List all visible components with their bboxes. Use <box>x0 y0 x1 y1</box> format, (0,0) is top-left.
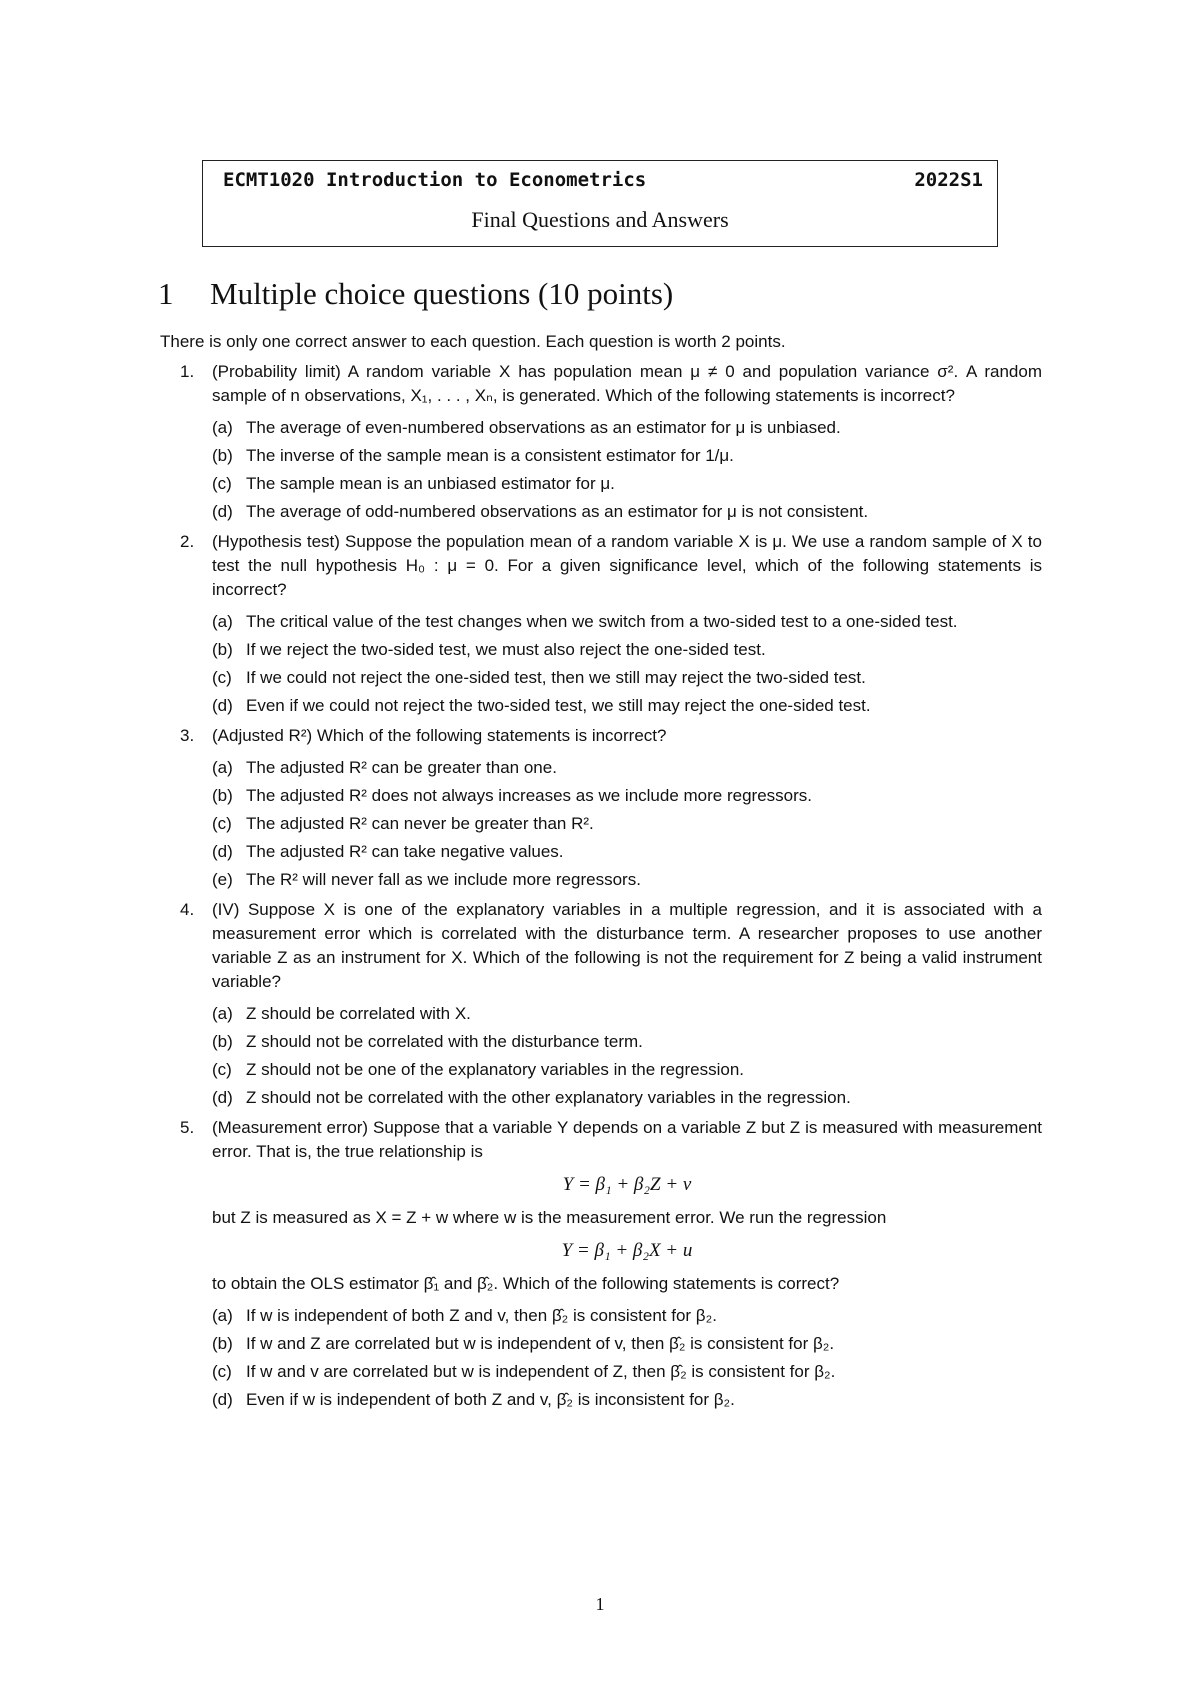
option-text: The inverse of the sample mean is a consistent estimator for 1/μ. <box>246 446 734 465</box>
option-text: Z should be correlated with X. <box>246 1004 471 1023</box>
answer-options <box>212 756 1042 892</box>
answer-options <box>212 416 1042 524</box>
question-item <box>160 360 1042 524</box>
answer-option <box>212 500 1042 524</box>
question-number: 3. <box>180 726 195 745</box>
option-label: (d) <box>212 1088 233 1107</box>
document-title: Final Questions and Answers <box>471 207 729 232</box>
option-label: (d) <box>212 696 233 715</box>
answer-option <box>212 472 1042 496</box>
answer-option <box>212 840 1042 864</box>
option-text: Z should not be correlated with the disturbance term. <box>246 1032 643 1051</box>
section-intro: There is only one correct answer to each question. Each question is worth 2 points. <box>160 332 786 351</box>
question-number: 4. <box>180 900 195 919</box>
option-label: (a) <box>212 1004 233 1023</box>
answer-option <box>212 756 1042 780</box>
answer-option <box>212 1388 1042 1412</box>
option-text: The critical value of the test changes when we switch from a two-sided test to a one-sided test. <box>246 612 958 631</box>
option-label: (c) <box>212 668 232 687</box>
question-number: 2. <box>180 532 195 551</box>
page-number: 1 <box>595 1594 605 1614</box>
equation-regression: Y = β₁ + β₂X + u <box>561 1240 693 1261</box>
option-text: If we reject the two-sided test, we must also reject the one-sided test. <box>246 640 766 659</box>
option-text: The average of even-numbered observations as an estimator for μ is unbiased. <box>246 418 841 437</box>
option-text: If w and Z are correlated but w is independent of v, then β̂₂ is consistent for β₂. <box>246 1334 835 1353</box>
answer-option <box>212 638 1042 662</box>
option-text: The average of odd-numbered observations as an estimator for μ is not consistent. <box>246 502 869 521</box>
answer-option <box>212 1002 1042 1026</box>
section-number: 1 <box>158 276 174 311</box>
option-label: (b) <box>212 786 233 805</box>
option-text: The adjusted R² does not always increases as we include more regressors. <box>246 786 812 805</box>
option-label: (b) <box>212 446 233 465</box>
option-label: (c) <box>212 474 232 493</box>
answer-option <box>212 694 1042 718</box>
answer-option <box>212 1030 1042 1054</box>
answer-option <box>212 1360 1042 1384</box>
question-item <box>160 530 1042 718</box>
question-number: 5. <box>180 1118 195 1137</box>
option-label: (b) <box>212 1334 233 1353</box>
question-text: (Measurement error) Suppose that a variable Y depends on a variable Z but Z is measured with measurement error. That is, the true relationship is <box>212 1118 1042 1161</box>
header-box <box>202 160 998 247</box>
answer-option <box>212 666 1042 690</box>
option-label: (a) <box>212 418 233 437</box>
option-text: The adjusted R² can take negative values. <box>246 842 564 861</box>
option-label: (c) <box>212 814 232 833</box>
answer-option <box>212 1058 1042 1082</box>
question-text: (Probability limit) A random variable X has population mean μ ≠ 0 and population variance σ². A random sample of n observations, X₁, . . . , Xₙ, is generated. Which of the following statements is incorrect? <box>212 362 1042 405</box>
question-item <box>160 724 1042 892</box>
answer-option <box>212 784 1042 808</box>
question-item <box>160 898 1042 1110</box>
option-label: (d) <box>212 1390 233 1409</box>
answer-option <box>212 444 1042 468</box>
answer-options <box>212 1304 1042 1412</box>
option-text: Even if we could not reject the two-sided test, we still may reject the one-sided test. <box>246 696 871 715</box>
option-label: (c) <box>212 1362 232 1381</box>
answer-options <box>212 1002 1042 1110</box>
option-label: (a) <box>212 612 233 631</box>
term-label: 2022S1 <box>914 169 983 191</box>
question-text: (Hypothesis test) Suppose the population mean of a random variable X is μ. We use a random sample of X to test the null hypothesis H₀ : μ = 0. For a given significance level, which of the following statements is incorrect? <box>212 532 1042 599</box>
option-text: The adjusted R² can be greater than one. <box>246 758 557 777</box>
question-list <box>160 360 1042 1412</box>
option-label: (d) <box>212 842 233 861</box>
answer-option <box>212 1086 1042 1110</box>
answer-option <box>212 868 1042 892</box>
option-label: (b) <box>212 640 233 659</box>
option-label: (e) <box>212 870 233 889</box>
answer-option <box>212 1304 1042 1328</box>
equation-true-model: Y = β₁ + β₂Z + v <box>562 1174 692 1195</box>
question-text-continued: to obtain the OLS estimator β̂₁ and β̂₂. Which of the following statements is correct? <box>212 1274 840 1293</box>
question-text-continued: but Z is measured as X = Z + w where w is the measurement error. We run the regression <box>212 1208 887 1227</box>
option-text: If we could not reject the one-sided test, then we still may reject the two-sided test. <box>246 668 866 687</box>
answer-option <box>212 416 1042 440</box>
option-text: Even if w is independent of both Z and v, β̂₂ is inconsistent for β₂. <box>246 1390 735 1409</box>
question-text: (Adjusted R²) Which of the following statements is incorrect? <box>212 726 667 745</box>
answer-option <box>212 1332 1042 1356</box>
question-item <box>160 1116 1042 1412</box>
option-text: Z should not be one of the explanatory variables in the regression. <box>246 1060 745 1079</box>
option-text: The R² will never fall as we include more regressors. <box>246 870 641 889</box>
option-text: The sample mean is an unbiased estimator for μ. <box>246 474 615 493</box>
option-label: (c) <box>212 1060 232 1079</box>
option-label: (d) <box>212 502 233 521</box>
option-text: The adjusted R² can never be greater than R². <box>246 814 594 833</box>
question-number: 1. <box>180 362 195 381</box>
section-title: Multiple choice questions (10 points) <box>210 276 674 311</box>
option-label: (a) <box>212 1306 233 1325</box>
option-label: (b) <box>212 1032 233 1051</box>
question-text: (IV) Suppose X is one of the explanatory variables in a multiple regression, and it is associated with a measurement error which is correlated with the disturbance term. A researcher proposes to use another variable Z as an instrument for X. Which of the following is not the requirement for Z being a valid instrument variable? <box>212 900 1042 991</box>
answer-option <box>212 812 1042 836</box>
option-text: Z should not be correlated with the other explanatory variables in the regression. <box>246 1088 851 1107</box>
option-text: If w is independent of both Z and v, then β̂₂ is consistent for β₂. <box>246 1306 717 1325</box>
section-content <box>160 330 1042 1416</box>
answer-options <box>212 610 1042 718</box>
option-label: (a) <box>212 758 233 777</box>
section-heading <box>158 276 673 312</box>
answer-option <box>212 610 1042 634</box>
option-text: If w and v are correlated but w is independent of Z, then β̂₂ is consistent for β₂. <box>246 1362 836 1381</box>
course-title: ECMT1020 Introduction to Econometrics <box>223 169 647 191</box>
